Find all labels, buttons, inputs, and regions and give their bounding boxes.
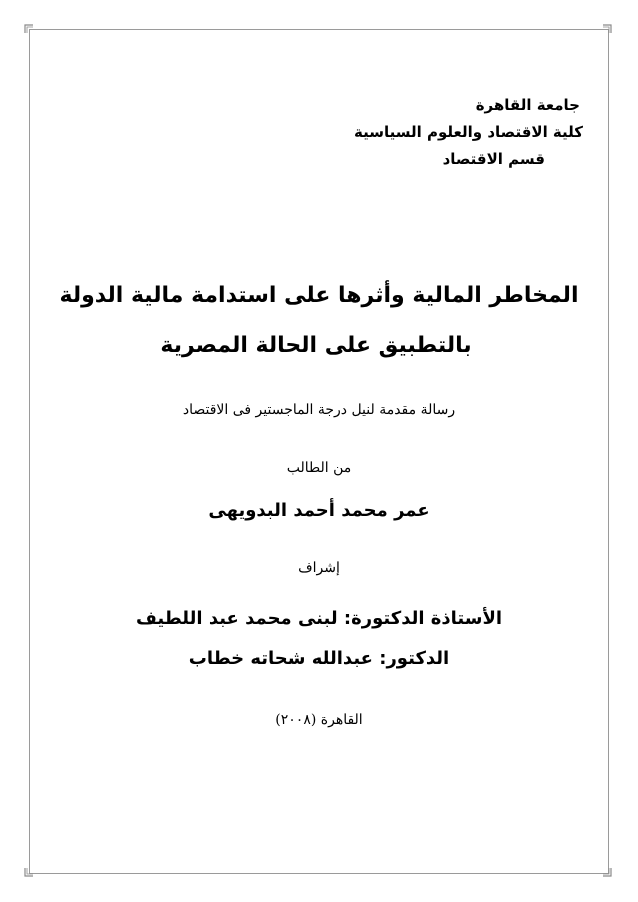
thesis-title-line-2: بالتطبيق على الحالة المصرية <box>160 333 472 358</box>
supervisor-2: الدكتور: عبدالله شحاته خطاب <box>188 648 450 669</box>
department-name: قسم الاقتصاد <box>442 150 545 168</box>
student-name: عمر محمد أحمد البدويهى <box>208 500 430 521</box>
faculty-name: كلية الاقتصاد والعلوم السياسية <box>354 123 583 141</box>
supervision-label: إشراف <box>298 560 340 576</box>
institution-header <box>283 92 583 173</box>
university-name: جامعة القاهرة <box>475 96 580 114</box>
corner-ornament-bottom-left <box>24 867 34 877</box>
supervisor-1: الأستاذة الدكتورة: لبنى محمد عبد اللطيف <box>135 608 503 629</box>
place-and-year: القاهرة (٢٠٠٨) <box>275 712 363 728</box>
corner-ornament-top-left <box>24 24 34 34</box>
corner-ornament-bottom-right <box>602 867 612 877</box>
student-label: من الطالب <box>286 460 352 476</box>
thesis-title-line-1: المخاطر المالية وأثرها على استدامة مالية الدولة <box>59 283 579 308</box>
corner-ornament-top-right <box>602 24 612 34</box>
degree-statement: رسالة مقدمة لنيل درجة الماجستير فى الاقتصاد <box>182 402 456 418</box>
